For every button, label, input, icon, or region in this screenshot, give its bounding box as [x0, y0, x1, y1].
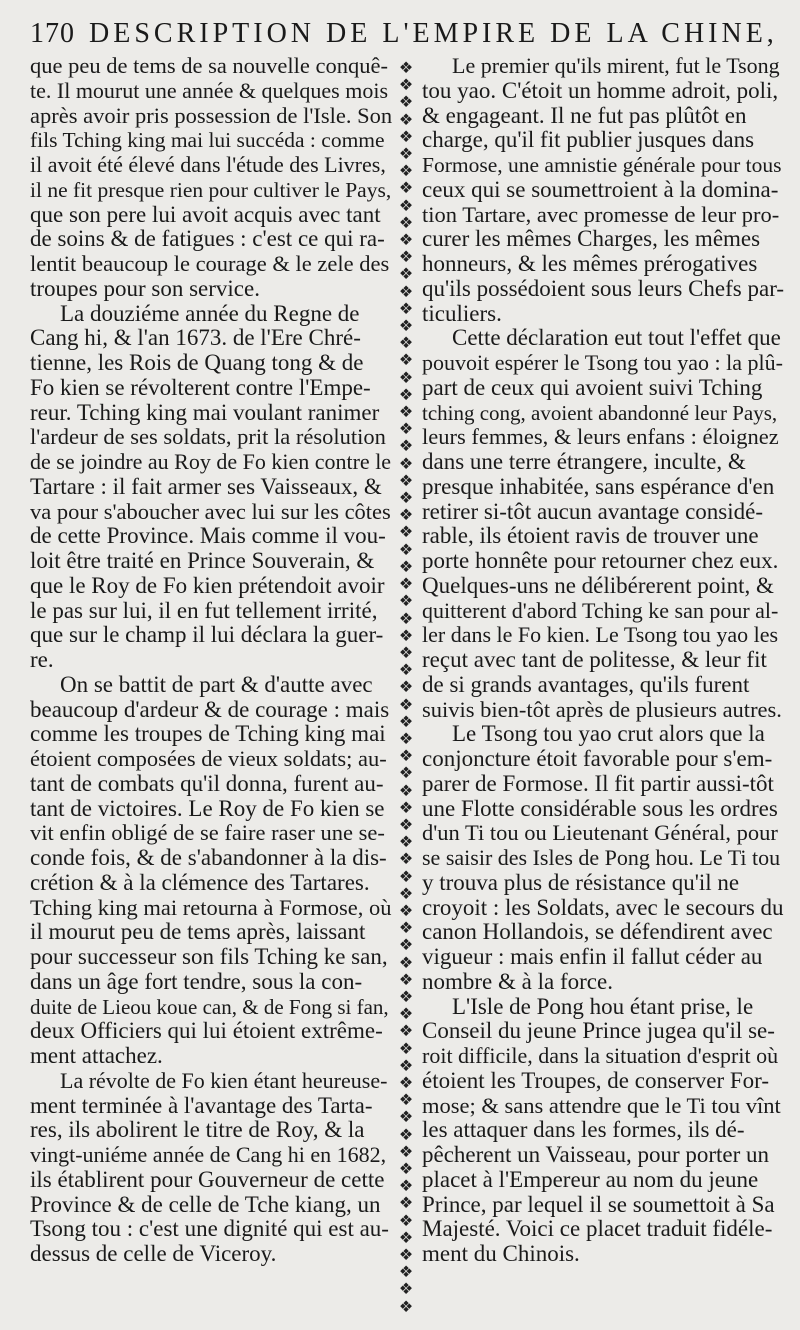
text-line: le pas sur lui, il en fut tellement irrité,: [30, 597, 378, 623]
text-line: que peu de tems de sa nouvelle conquê-: [30, 54, 389, 78]
text-line: tant de victoires. Le Roy de Fo kien se: [30, 795, 385, 821]
ornament-glyph: ❖: [398, 1212, 414, 1230]
text-line: ment du Chinois.: [422, 1241, 580, 1266]
ornament-glyph: ❖: [398, 644, 414, 662]
running-header: [30, 14, 790, 54]
text-line: vingt-uniéme année de Cang hi en 1682,: [30, 1142, 387, 1167]
text-line: se saisir des Isles de Pong hou. Le Ti tou: [422, 845, 781, 870]
ornament-glyph: ❖: [398, 679, 414, 697]
ornament-glyph: ❖: [398, 1229, 414, 1247]
ornament-glyph: ❖: [398, 748, 414, 766]
text-line: leurs femmes, & leurs enfans : éloignez: [422, 424, 779, 450]
text-line: mose; & sans attendre que le Ti tou vînt: [422, 1092, 781, 1118]
text-line: Le Tsong tou yao crut alors que la: [452, 721, 765, 747]
text-line: dans un âge fort tendre, sous la con-: [30, 968, 363, 994]
text-line: ment terminée à l'avantage des Tarta-: [30, 1092, 373, 1118]
ornament-glyph: ❖: [398, 111, 414, 129]
text-line: canon Hollandois, se défendirent avec: [422, 919, 773, 945]
text-line: crétion & à la clémence des Tartares.: [30, 869, 370, 895]
ornament-glyph: ❖: [398, 902, 414, 920]
ornament-glyph: ❖: [398, 1281, 414, 1299]
text-line: pouvoit espérer le Tsong tou yao : la plû-: [422, 350, 783, 375]
text-line: ler dans le Fo kien. Le Tsong tou yao les: [422, 622, 779, 648]
text-line: Tching king mai retourna à Formose, où: [30, 894, 392, 920]
page-number: 170: [30, 18, 75, 49]
text-line: vigueur : mais enfin il fallut céder au: [422, 944, 763, 969]
ornament-glyph: ❖: [398, 1109, 414, 1127]
ornament-glyph: ❖: [398, 593, 414, 611]
text-line: Cang hi, & l'an 1673. de l'Ere Chré-: [30, 325, 361, 351]
text-line: reçut avec tant de politesse, & leur fit: [422, 647, 767, 672]
text-line: loit être traité en Prince Souverain, &: [30, 548, 375, 573]
ornament-glyph: ❖: [398, 834, 414, 852]
text-line: que son pere lui avoit acquis avec tant: [30, 201, 381, 227]
text-line: porte honnête pour retourner chez eux.: [422, 548, 779, 573]
ornament-glyph: ❖: [398, 300, 414, 318]
text-line: dans une terre étrangere, inculte, &: [422, 449, 746, 474]
ornament-glyph: ❖: [398, 369, 414, 387]
ornament-glyph: ❖: [398, 507, 414, 525]
text-line: Majesté. Voici ce placet traduit fidéle-: [422, 1216, 773, 1242]
text-line: d'un Ti tou ou Lieutenant Général, pour: [422, 820, 778, 846]
text-line: tion Tartare, avec promesse de leur pro-: [422, 201, 780, 227]
text-line: conde fois, & de s'abandonner à la dis-: [30, 845, 387, 870]
ornament-glyph: ❖: [398, 576, 414, 594]
ornament-glyph: ❖: [398, 1195, 414, 1213]
ornament-glyph: ❖: [398, 885, 414, 903]
ornament-glyph: ❖: [398, 352, 414, 370]
text-line: conjoncture étoit favorable pour s'em-: [422, 746, 773, 771]
text-line: quitterent d'abord Tching ke san pour al-: [422, 597, 779, 623]
text-line: nombre & à la force.: [422, 968, 613, 994]
ornament-glyph: ❖: [398, 662, 414, 680]
ornament-glyph: ❖: [398, 730, 414, 748]
ornament-glyph: ❖: [398, 1161, 414, 1178]
ornament-glyph: ❖: [398, 627, 414, 645]
text-line: Conseil du jeune Prince jugea qu'il se-: [422, 1018, 775, 1044]
ornament-glyph: ❖: [398, 455, 414, 473]
text-line: duite de Lieou koue can, & de Fong si fan,: [30, 994, 389, 1019]
ornament-glyph: ❖: [398, 1023, 414, 1041]
ornament-glyph: ❖: [398, 782, 414, 800]
text-line: res, ils abolirent le titre de Roy, & la: [30, 1117, 365, 1143]
text-line: rable, ils étoient ravis de trouver une: [422, 523, 759, 549]
ornament-glyph: ❖: [398, 816, 414, 834]
ornament-glyph: ❖: [398, 1057, 414, 1075]
text-line: de cette Province. Mais comme il vou-: [30, 523, 386, 549]
text-line: presque inhabitée, sans espérance d'en: [422, 473, 775, 499]
ornament-glyph: ❖: [398, 1143, 414, 1161]
text-line: de soins & de fatigues : c'est ce qui ra-: [30, 226, 385, 252]
text-line: tching cong, avoient abandonné leur Pays,: [422, 400, 778, 425]
text-line: troupes pour son service.: [30, 275, 260, 301]
text-line: fils Tching king mai lui succéda : comme: [30, 128, 385, 153]
ornament-glyph: ❖: [398, 558, 414, 576]
text-line: Le premier qu'ils mirent, fut le Tsong: [452, 54, 780, 78]
text-line: ceux qui se soumettroient à la domina-: [422, 176, 779, 202]
ornament-glyph: ❖: [398, 1006, 414, 1024]
ornament-glyph: ❖: [398, 937, 414, 955]
ornament-glyph: ❖: [398, 1264, 414, 1282]
text-line: ticuliers.: [422, 300, 502, 326]
ornament-glyph: ❖: [398, 386, 414, 404]
text-line: parer de Formose. Il fit partir aussi-tôt: [422, 770, 774, 796]
ornament-glyph: ❖: [398, 1178, 414, 1196]
running-title: DESCRIPTION DE L'EMPIRE DE LA CHINE,: [89, 18, 778, 49]
ornament-glyph: ❖: [398, 318, 414, 336]
ornament-glyph: ❖: [398, 197, 414, 215]
ornament-glyph: ❖: [398, 868, 414, 886]
text-line: que sur le champ il lui déclara la guer-: [30, 622, 384, 648]
text-line: étoient les Troupes, de conserver For-: [422, 1067, 770, 1093]
text-line: il mourut peu de tems après, laissant: [30, 919, 366, 945]
ornament-glyph: ❖: [398, 232, 414, 250]
ornament-glyph: ❖: [398, 77, 414, 95]
text-line: les attaquer dans les formes, ils dé-: [422, 1117, 745, 1143]
ornament-glyph: ❖: [398, 404, 414, 422]
text-line: Quelques-uns ne délibérerent point, &: [422, 572, 774, 598]
ornament-glyph: ❖: [398, 472, 414, 490]
ornament-glyph: ❖: [398, 128, 414, 146]
text-line: retirer si-tôt aucun avantage considé-: [422, 498, 764, 524]
text-line: On se battit de part & d'autte avec: [60, 671, 373, 697]
text-line: ils établirent pour Gouverneur de cette: [30, 1166, 385, 1192]
text-line: l'ardeur de ses soldats, prit la résolution: [30, 424, 386, 450]
ornament-glyph: ❖: [398, 214, 414, 232]
text-line: deux Officiers qui lui étoient extrême-: [30, 1018, 383, 1044]
text-line: de se joindre au Roy de Fo kien contre le: [30, 449, 392, 474]
text-line: qu'ils possédoient sous leurs Chefs par-: [422, 275, 784, 301]
text-line: lentit beaucoup le courage & le zele des: [30, 251, 390, 276]
text-line: re.: [30, 647, 54, 672]
ornament-glyph: ❖: [398, 1040, 414, 1058]
ornament-glyph: ❖: [398, 524, 414, 542]
ornament-glyph: ❖: [398, 1092, 414, 1110]
ornament-glyph: ❖: [398, 180, 414, 198]
right-column: [422, 54, 784, 1320]
text-line: part de ceux qui avoient suivi Tching: [422, 374, 763, 400]
text-line: ment attachez.: [30, 1043, 163, 1068]
ornament-glyph: ❖: [398, 266, 414, 284]
ornament-glyph: ❖: [398, 1298, 414, 1315]
text-line: pêcherent un Vaisseau, pour porter un: [422, 1142, 770, 1167]
ornament-glyph: ❖: [398, 799, 414, 817]
ornament-glyph: ❖: [398, 1074, 414, 1092]
text-line: que le Roy de Fo kien prétendoit avoir: [30, 572, 385, 598]
text-line: après avoir pris possession de l'Isle. Son: [30, 102, 392, 128]
ornament-glyph: ❖: [398, 988, 414, 1006]
text-line: La douziéme année du Regne de: [60, 300, 360, 326]
text-line: de si grands avantages, qu'ils furent: [422, 671, 750, 697]
ornament-glyph: ❖: [398, 954, 414, 972]
text-line: & engageant. Il ne fut pas plûtôt en: [422, 102, 747, 128]
text-line: L'Isle de Pong hou étant prise, le: [452, 993, 754, 1019]
ornament-glyph: ❖: [398, 696, 414, 714]
text-line: curer les mêmes Charges, les mêmes: [422, 226, 761, 252]
ornament-glyph: ❖: [398, 541, 414, 559]
text-line: croyoit : les Soldats, avec le secours du: [422, 894, 784, 920]
ornament-glyph: ❖: [398, 610, 414, 628]
ornament-glyph: ❖: [398, 60, 414, 77]
text-line: dessus de celle de Viceroy.: [30, 1241, 277, 1266]
text-line: pour successeur son fils Tching ke san,: [30, 944, 388, 969]
ornament-glyph: ❖: [398, 1247, 414, 1265]
text-line: Province & de celle de Tche kiang, un: [30, 1191, 381, 1217]
ornament-glyph: ❖: [398, 1126, 414, 1144]
ornament-glyph: ❖: [398, 765, 414, 783]
text-line: suivis bien-tôt après de plusieurs autres.: [422, 696, 782, 722]
text-line: Fo kien se révolterent contre l'Empe-: [30, 374, 371, 400]
text-line: te. Il mourut une année & quelques mois: [30, 77, 389, 103]
ornament-glyph: ❖: [398, 163, 414, 181]
ornament-glyph: ❖: [398, 249, 414, 267]
text-line: Tsong tou : c'est une dignité qui est au-: [30, 1216, 389, 1242]
text-line: Tartare : il fait armer ses Vaisseaux, &: [30, 473, 382, 499]
ornament-glyph: ❖: [398, 851, 414, 869]
ornament-glyph: ❖: [398, 438, 414, 456]
text-line: comme les troupes de Tching king mai: [30, 721, 386, 747]
text-line: tienne, les Rois de Quang tong & de: [30, 350, 364, 375]
text-line: Prince, par lequel il se soumettoit à Sa: [422, 1191, 775, 1217]
left-column: [30, 54, 392, 1320]
text-line: va pour s'aboucher avec lui sur les côtes: [30, 498, 391, 524]
ornament-glyph: ❖: [398, 94, 414, 112]
text-line: il ne fit presque rien pour cultiver le Pays,: [30, 177, 392, 202]
text-line: La révolte de Fo kien étant heureuse-: [60, 1067, 388, 1093]
text-line: roit difficile, dans la situation d'esprit où: [422, 1043, 779, 1068]
text-line: reur. Tching king mai voulant ranimer: [30, 399, 380, 425]
ornament-glyph: ❖: [398, 335, 414, 353]
text-line: y trouva plus de résistance qu'il ne: [422, 869, 740, 895]
text-line: charge, qu'il fit publier jusques dans: [422, 127, 755, 153]
text-line: tant de combats qu'il donna, furent au-: [30, 770, 384, 796]
text-line: tou yao. C'étoit un homme adroit, poli,: [422, 77, 779, 103]
ornament-glyph: ❖: [398, 283, 414, 301]
ornament-glyph: ❖: [398, 713, 414, 731]
ornament-glyph: ❖: [398, 421, 414, 439]
text-line: placet à l'Empereur au nom du jeune: [422, 1166, 759, 1192]
text-line: étoient composées de vieux soldats; au-: [30, 746, 387, 771]
text-line: Cette déclaration eut tout l'effet que: [452, 325, 781, 351]
text-line: une Flotte considérable sous les ordres: [422, 795, 778, 821]
text-line: il avoit été élevé dans l'étude des Livres,: [30, 152, 386, 177]
text-line: beaucoup d'ardeur & de courage : mais: [30, 696, 390, 722]
text-line: Formose, une amnistie générale pour tous: [422, 153, 782, 177]
ornament-glyph: ❖: [398, 490, 414, 508]
ornament-glyph: ❖: [398, 146, 414, 164]
ornamental-column-divider: [396, 60, 416, 1315]
ornament-glyph: ❖: [398, 971, 414, 989]
text-line: vit enfin obligé de se faire raser une se-: [30, 820, 385, 846]
text-line: honneurs, & les mêmes prérogatives: [422, 251, 758, 276]
ornament-glyph: ❖: [398, 920, 414, 938]
